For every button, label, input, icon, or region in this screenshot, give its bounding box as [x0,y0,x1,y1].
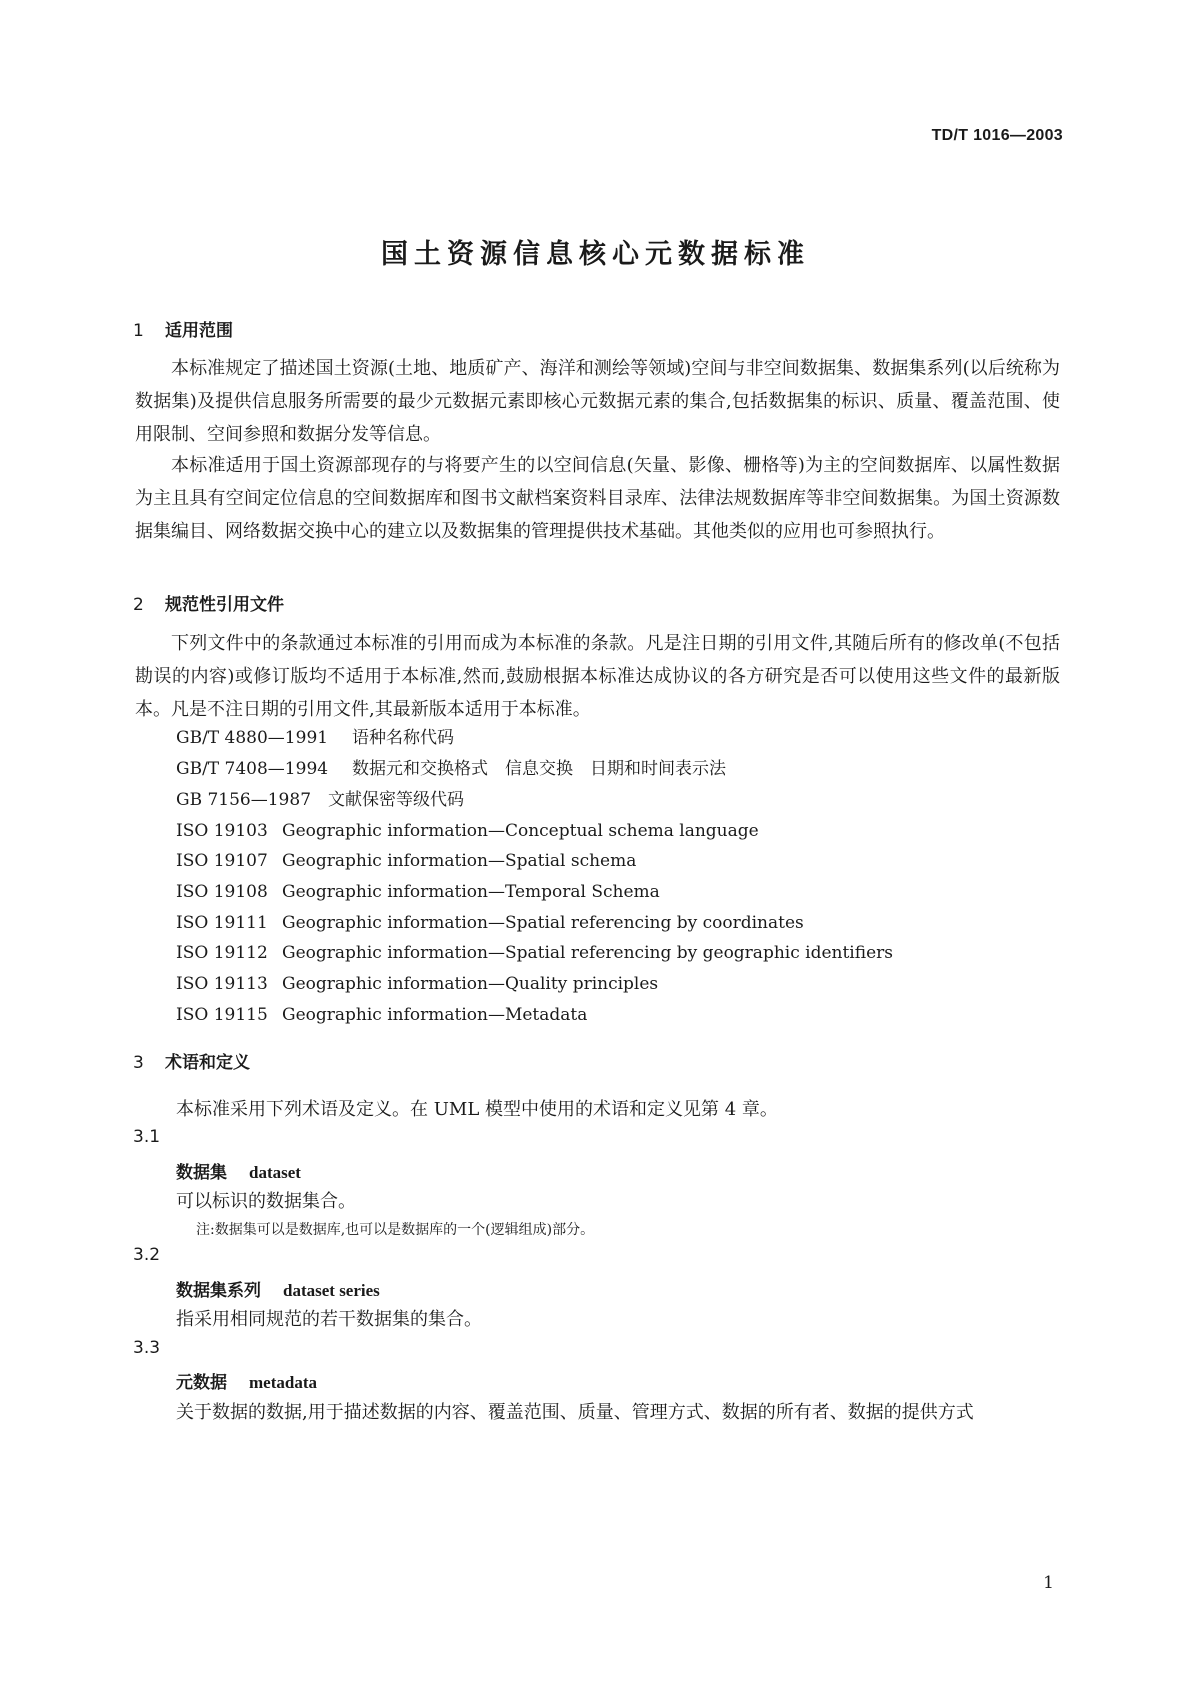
section-3-intro: 本标准采用下列术语及定义。在 UML 模型中使用的术语和定义见第 4 章。 [176,1099,778,1120]
section-2-heading [133,590,284,615]
term-name-en: dataset [249,1163,301,1182]
term-name-zh: 数据集系列 [176,1281,261,1301]
reference-title: Geographic information—Spatial referencing by coordinates [282,913,804,933]
reference-title: Geographic information—Quality principles [282,974,659,994]
reference-item [176,727,454,749]
term-definition: 可以标识的数据集合。 [176,1191,356,1212]
term-number: 3.3 [133,1338,161,1358]
term-definition: 关于数据的数据,用于描述数据的内容、覆盖范围、质量、管理方式、数据的所有者、数据的提供方式 [176,1402,974,1423]
term-name [176,1276,380,1301]
reference-code: ISO 19103 [176,821,268,841]
section-3-title: 术语和定义 [165,1053,250,1073]
reference-title: Geographic information—Conceptual schema language [282,821,759,841]
section-1-number: 1 [133,321,144,341]
reference-code: ISO 19113 [176,974,268,994]
reference-item [176,1004,587,1026]
reference-code: ISO 19108 [176,882,268,902]
reference-title: 文献保密等级代码 [328,790,464,810]
reference-title: Geographic information—Temporal Schema [282,882,660,902]
section-1-heading [133,316,233,341]
reference-item [176,789,464,811]
term-name-zh: 数据集 [176,1163,227,1183]
reference-code: GB/T 4880—1991 [176,728,329,748]
section-2-title: 规范性引用文件 [165,595,284,615]
reference-item [176,942,893,964]
reference-item [176,850,636,872]
term-name-en: dataset series [283,1281,380,1300]
document-title: 国土资源信息核心元数据标准 [381,239,810,270]
reference-item [176,881,660,903]
term-definition: 指采用相同规范的若干数据集的集合。 [176,1309,482,1330]
reference-code: GB 7156—1987 [176,790,312,810]
term-note: 注:数据集可以是数据库,也可以是数据库的一个(逻辑组成)部分。 [196,1222,595,1238]
reference-code: GB/T 7408—1994 [176,759,329,779]
term-name-zh: 元数据 [176,1373,227,1393]
reference-title: 数据元和交换格式 信息交换 日期和时间表示法 [352,759,726,779]
term-number: 3.1 [133,1127,161,1147]
page-number: 1 [1043,1573,1054,1593]
reference-item [176,758,726,780]
section-1-paragraph-2: 本标准适用于国土资源部现存的与将要产生的以空间信息(矢量、影像、栅格等)为主的空间数据库、以属性数据为主且具有空间定位信息的空间数据库和图书文献档案资料目录库、法律法规数据库等非空间数据集。为国土资源数据集编目、网络数据交换中心的建立以及数据集的管理提供技术基础。其他类似的应用也可参照执行。 [135,455,1060,542]
reference-title: 语种名称代码 [352,728,454,748]
reference-item [176,820,759,842]
reference-code: ISO 19112 [176,943,268,963]
section-2-number: 2 [133,595,144,615]
term-name [176,1158,301,1183]
section-1-paragraph-1: 本标准规定了描述国土资源(土地、地质矿产、海洋和测绘等领域)空间与非空间数据集、数据集系列(以后统称为数据集)及提供信息服务所需要的最少元数据元素即核心元数据元素的集合,包括数据集的标识、质量、覆盖范围、使用限制、空间参照和数据分发等信息。 [135,358,1060,445]
reference-code: ISO 19111 [176,913,268,933]
term-number: 3.2 [133,1245,161,1265]
reference-code: ISO 19115 [176,1005,268,1025]
reference-item [176,912,804,934]
reference-code: ISO 19107 [176,851,268,871]
section-2-paragraph: 下列文件中的条款通过本标准的引用而成为本标准的条款。凡是注日期的引用文件,其随后所有的修改单(不包括勘误的内容)或修订版均不适用于本标准,然而,鼓励根据本标准达成协议的各方研究是否可以使用这些文件的最新版本。凡是不注日期的引用文件,其最新版本适用于本标准。 [135,633,1060,720]
term-name-en: metadata [249,1373,317,1392]
reference-title: Geographic information—Metadata [282,1005,588,1025]
reference-item [176,973,658,995]
section-3-heading [133,1048,250,1073]
reference-title: Geographic information—Spatial schema [282,851,637,871]
section-3-number: 3 [133,1053,144,1073]
standard-code: TD/T 1016—2003 [931,127,1063,144]
section-1-title: 适用范围 [165,321,233,341]
reference-title: Geographic information—Spatial referencing by geographic identifiers [282,943,893,963]
term-name [176,1368,317,1393]
